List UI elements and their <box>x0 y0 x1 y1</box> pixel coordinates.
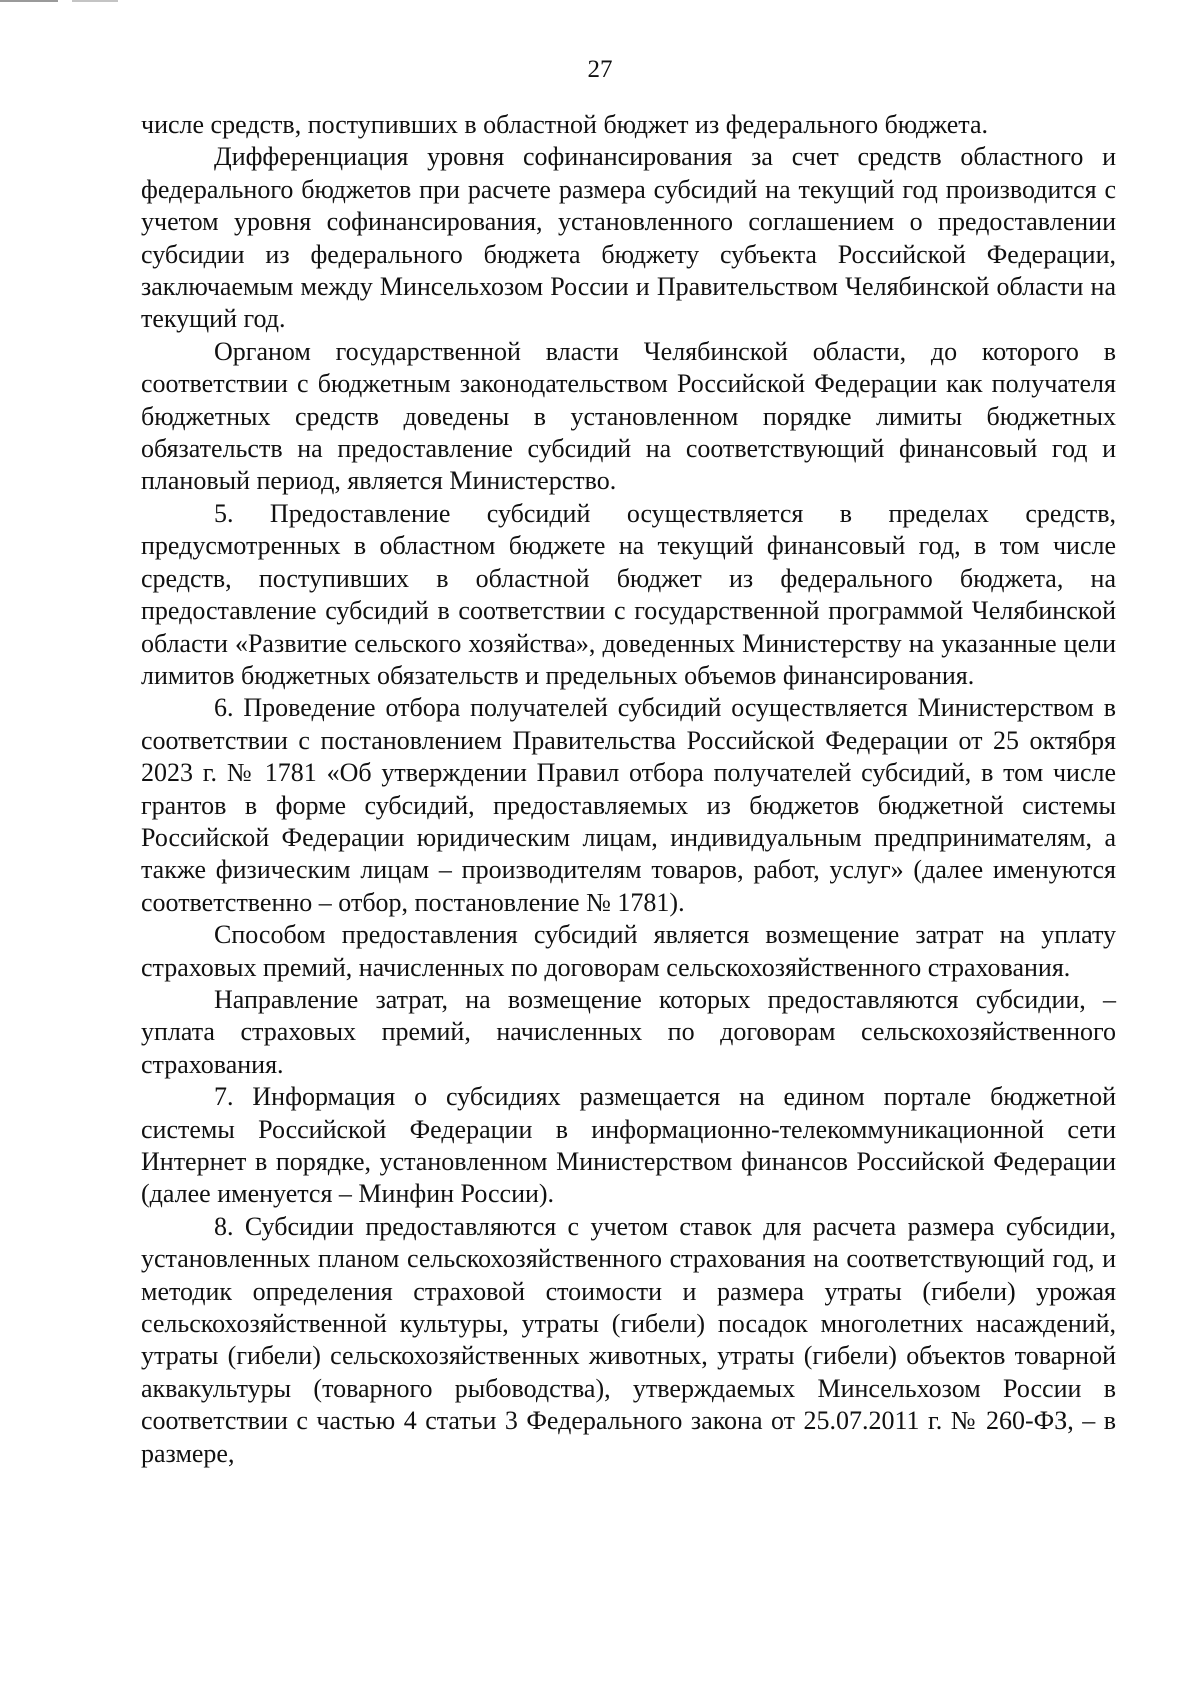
paragraph-state-authority: Органом государственной власти Челябинской области, до которого в соответствии с бюджетным законодательством Российской Федерации как получателя бюджетных средств доведены в установленном порядке лимиты бюджетных обязательств на предоставление субсидий на соответствующий финансовый год и плановый период, является Министерство. <box>141 336 1116 496</box>
scan-edge-mark <box>0 0 58 2</box>
paragraph-continuation: числе средств, поступивших в областной бюджет из федерального бюджета. <box>141 110 989 139</box>
paragraph-clause-7: 7. Информация о субсидиях размещается на едином портале бюджетной системы Российской Федерации в информационно-телекоммуникационной сети Интернет в порядке, установленном Министерством финансов Российской Федерации (далее именуется – Минфин России). <box>141 1082 1116 1209</box>
paragraph-subsidy-method: Способом предоставления субсидий является возмещение затрат на уплату страховых премий, начисленных по договорам сельскохозяйственного страхования. <box>141 920 1116 982</box>
document-body <box>141 109 1116 1470</box>
paragraph-clause-8: 8. Субсидии предоставляются с учетом ставок для расчета размера субсидии, установленных планом сельскохозяйственного страхования на соответствующий год, и методик определения страховой стоимости и размера утраты (гибели) урожая сельскохозяйственной культуры, утраты (гибели) посадок многолетних насаждений, утраты (гибели) сельскохозяйственных животных, утраты (гибели) объектов товарной аквакультуры (товарного рыбоводства), утверждаемых Минсельхозом России в соответствии с частью 4 статьи 3 Федерального закона от 25.07.2011 г. № 260-ФЗ, – в размере, <box>141 1211 1116 1468</box>
scan-edge-mark <box>72 0 118 2</box>
page-number: 27 <box>587 56 613 83</box>
paragraph-cost-direction: Направление затрат, на возмещение которых предоставляются субсидии, – уплата страховых премий, начисленных по договорам сельскохозяйственного страхования. <box>141 984 1116 1079</box>
paragraph-clause-5: 5. Предоставление субсидий осуществляется в пределах средств, предусмотренных в областном бюджете на текущий финансовый год, в том числе средств, поступивших в областной бюджет из федерального бюджета, на предоставление субсидий в соответствии с государственной программой Челябинской области «Развитие сельского хозяйства», доведенных Министерству на указанные цели лимитов бюджетных обязательств и предельных объемов финансирования. <box>141 498 1116 690</box>
paragraph-cofinancing-differentiation: Дифференциация уровня софинансирования за счет средств областного и федерального бюджетов при расчете размера субсидий на текущий год производится с учетом уровня софинансирования, установленного соглашением о предоставлении субсидии из федерального бюджета бюджету субъекта Российской Федерации, заключаемым между Минсельхозом России и Правительством Челябинской области на текущий год. <box>141 142 1116 334</box>
paragraph-clause-6: 6. Проведение отбора получателей субсидий осуществляется Министерством в соответствии с постановлением Правительства Российской Федерации от 25 октября 2023 г. № 1781 «Об утверждении Правил отбора получателей субсидий, в том числе грантов в форме субсидий, предоставляемых из бюджетов бюджетной системы Российской Федерации юридическим лицам, индивидуальным предпринимателям, а также физическим лицам – производителям товаров, работ, услуг» (далее именуются соответственно – отбор, постановление № 1781). <box>141 693 1116 917</box>
